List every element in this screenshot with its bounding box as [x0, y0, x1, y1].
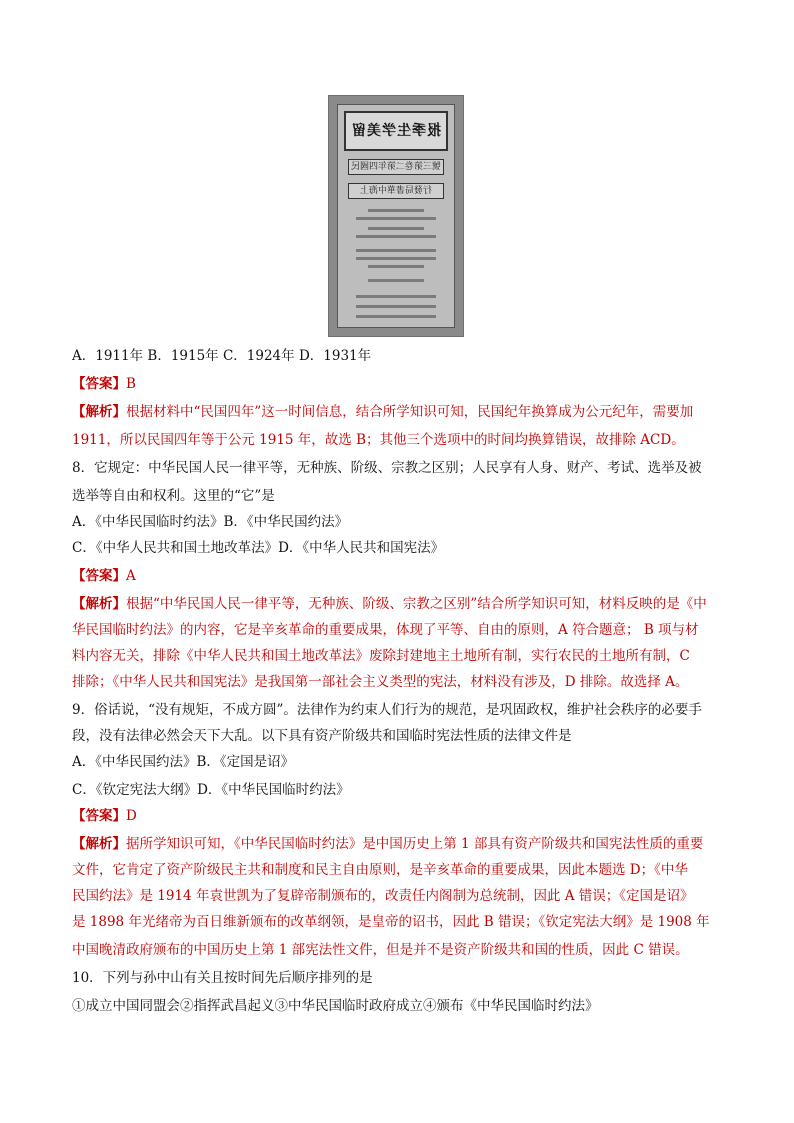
q8-analysis-line — [72, 594, 722, 614]
cover-text-line — [356, 295, 436, 298]
cover-text-line — [356, 257, 436, 260]
q8-stem: 8．它规定：中华民国人民一律平等，无种族、阶级、宗教之区别；人民享有人身、财产、考试、选举及被 — [72, 460, 702, 476]
q9-analysis-line: 中国晚清政府颁布的中国历史上第 1 部宪法性文件，但是并不是资产阶级共和国的性质，因此 C 错误。 — [72, 942, 689, 958]
q8-options: A．《中华民国临时约法》B．《中华民国约法》 — [72, 514, 349, 530]
cover-text-line — [356, 249, 436, 252]
cover-text-line — [356, 315, 436, 318]
q9-options: C．《钦定宪法大纲》D．《中华民国临时约法》 — [72, 782, 350, 798]
cover-frame — [337, 104, 455, 328]
q8-analysis-line: 排除；《中华人民共和国宪法》是我国第一部社会主义类型的宪法，材料没有涉及，D 排除。故选择 A。 — [72, 674, 689, 690]
analysis-tag: 【解析】 — [72, 836, 126, 852]
q9-analysis-line: 是 1898 年光绪帝为百日维新颁布的改革纲领，是皇帝的诏书，因此 B 错误；《钦定宪法大纲》是 1908 年 — [72, 914, 710, 930]
cover-text-line — [356, 235, 436, 238]
q8-options: C．《中华人民共和国土地改革法》D．《中华人民共和国宪法》 — [72, 540, 445, 556]
answer-value: A — [126, 568, 136, 584]
q9-options: A．《中华民国约法》B．《定国是诏》 — [72, 754, 295, 770]
q9-analysis-line — [72, 834, 722, 854]
cover-publisher-band: 行發局書華中海上 — [348, 183, 444, 199]
analysis-text: 据所学知识可知，《中华民国临时约法》是中国历史上第 1 部具有资产阶级共和国宪法性质的重要 — [126, 836, 704, 852]
answer-tag: 【答案】 — [72, 808, 126, 824]
q7-analysis-line — [72, 402, 722, 422]
analysis-text: 根据“中华民国人民一律平等，无种族、阶级、宗教之区别”结合所学知识可知，材料反映的是《中 — [126, 596, 707, 612]
answer-tag: 【答案】 — [72, 376, 126, 392]
q8-analysis-line: 料内容无关，排除《中华人民共和国土地改革法》废除封建地主土地所有制，实行农民的土地所有制，C — [72, 648, 690, 664]
answer-tag: 【答案】 — [72, 568, 126, 584]
cover-text-line — [368, 209, 424, 212]
cover-text-line — [368, 279, 424, 282]
q8-analysis-line: 华民国临时约法》的内容，它是辛亥革命的重要成果，体现了平等、自由的原则，A 符合题意； B 项与材 — [72, 622, 699, 638]
cover-text-line — [368, 227, 424, 230]
answer-value: D — [126, 808, 137, 824]
cover-title: 报季生学美留 — [344, 111, 448, 151]
q10-items: ①成立中国同盟会②指挥武昌起义③中华民国临时政府成立④颁布《中华民国临时约法》 — [72, 998, 599, 1014]
q8-stem: 选举等自由和权利。这里的“它”是 — [72, 488, 275, 504]
q7-answer — [72, 374, 722, 394]
cover-text-line — [356, 305, 436, 308]
analysis-text: 根据材料中“民国四年”这一时间信息，结合所学知识可知，民国纪年换算成为公元纪年，需要加 — [126, 404, 694, 420]
q10-stem: 10．下列与孙中山有关且按时间先后顺序排列的是 — [72, 970, 373, 986]
cover-text-line — [368, 265, 424, 268]
analysis-tag: 【解析】 — [72, 404, 126, 420]
cover-text-line — [356, 217, 436, 220]
q9-answer — [72, 806, 722, 826]
magazine-cover-image — [328, 95, 464, 337]
q7-options: A．1911年 B．1915年 C．1924年 D．1931年 — [72, 348, 372, 364]
answer-value: B — [126, 376, 136, 392]
cover-issue-band: 號三第卷二第年四國民 — [348, 159, 444, 175]
q9-stem: 段，没有法律必然会天下大乱。以下具有资产阶级共和国临时宪法性质的法律文件是 — [72, 728, 572, 744]
q8-answer — [72, 566, 722, 586]
q9-stem: 9．俗话说，“没有规矩，不成方圆”。法律作为约束人们行为的规范，是巩固政权，维护社会秩序的必要手 — [72, 702, 702, 718]
q7-analysis-line: 1911，所以民国四年等于公元 1915 年，故选 B；其他三个选项中的时间均换算错误，故排除 ACD。 — [72, 432, 685, 448]
q9-analysis-line: 文件，它肯定了资产阶级民主共和制度和民主自由原则，是辛亥革命的重要成果，因此本题选 D；《中华 — [72, 862, 688, 878]
q9-analysis-line: 民国约法》是 1914 年袁世凯为了复辟帝制颁布的，改责任内阁制为总统制，因此 A 错误；《定国是诏》 — [72, 888, 694, 904]
analysis-tag: 【解析】 — [72, 596, 126, 612]
